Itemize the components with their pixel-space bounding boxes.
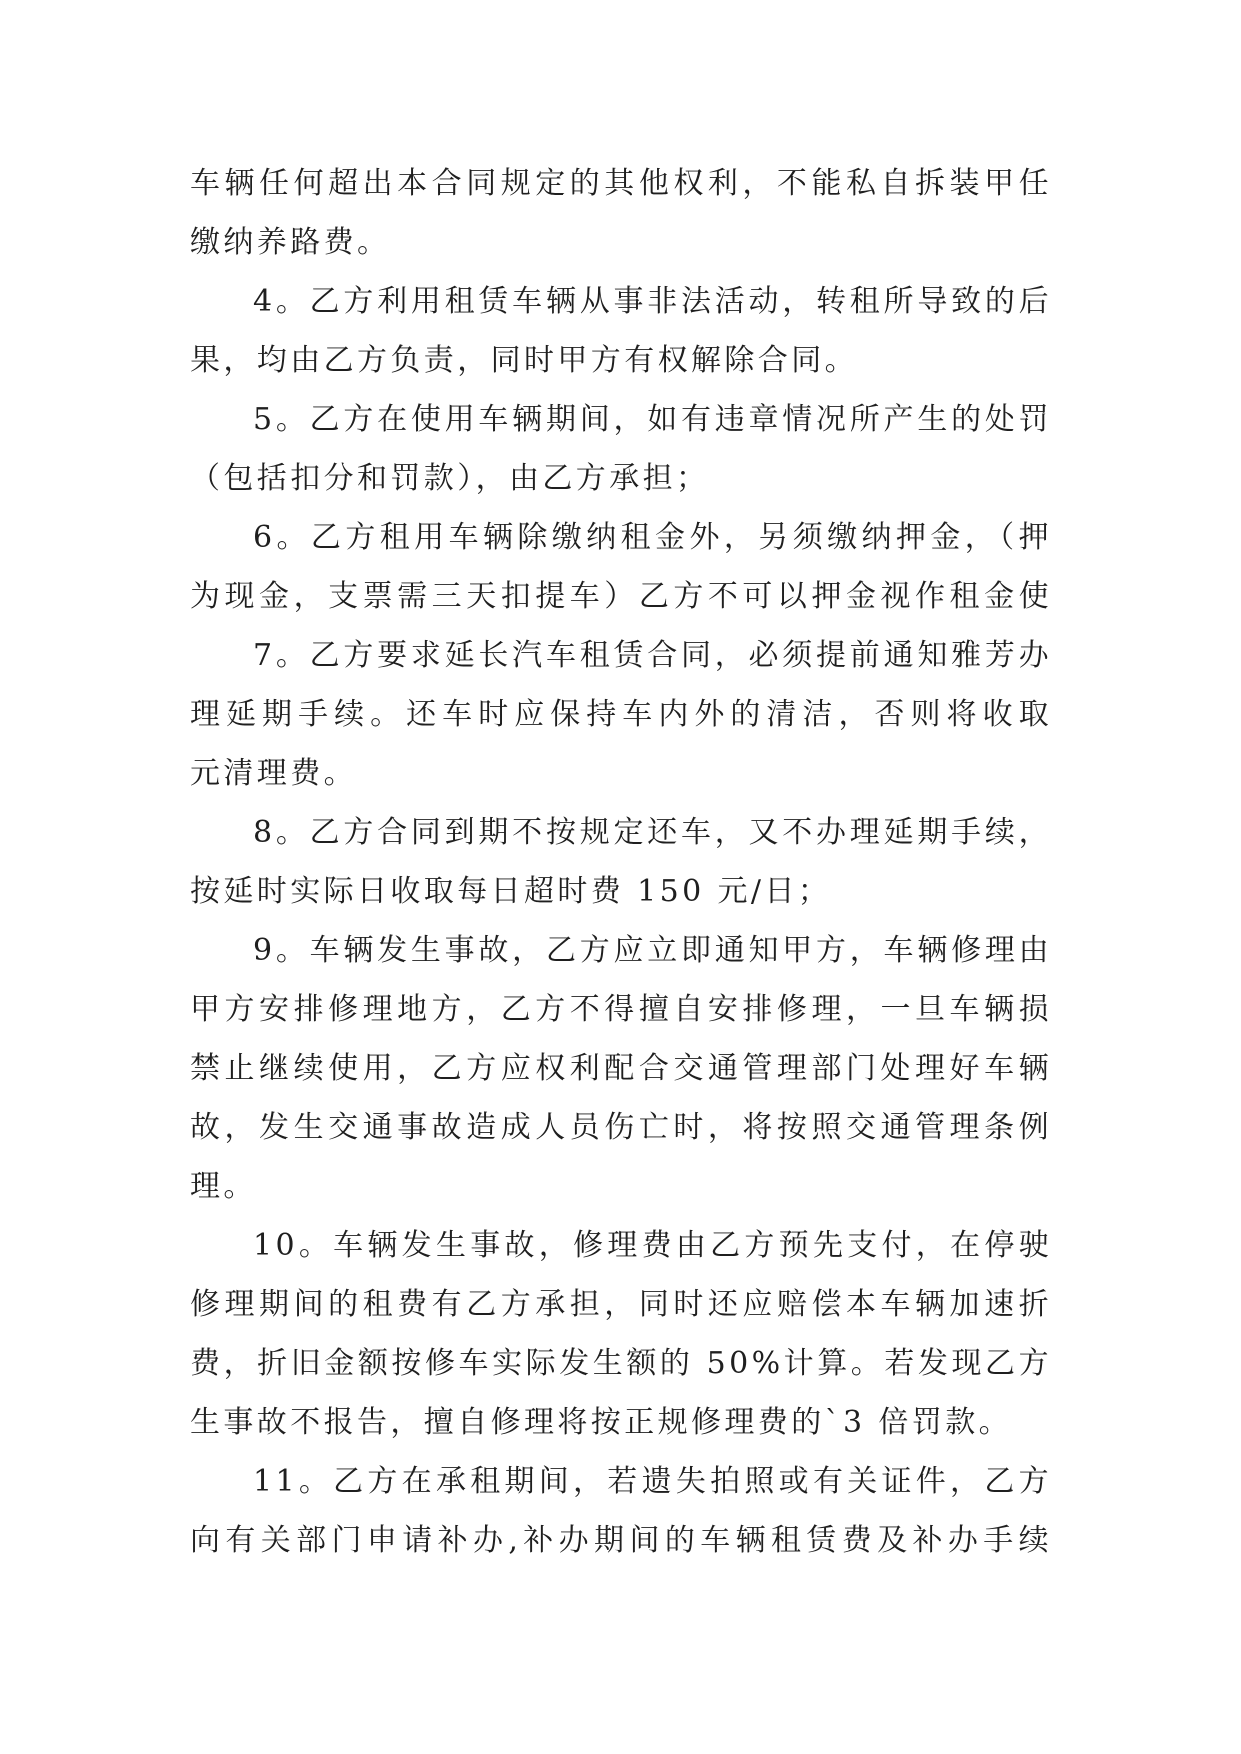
paragraph-continuation: [190, 154, 1052, 272]
paragraph-clause-8: [190, 803, 1052, 921]
text-line: 向有关部门申请补办,补办期间的车辆租赁费及补办手续: [190, 1523, 1052, 1558]
text-line: 9。车辆发生事故，乙方应立即通知甲方，车辆修理由: [253, 933, 1052, 968]
text-line: 5。乙方在使用车辆期间，如有违章情况所产生的处罚: [253, 402, 1052, 437]
paragraph-clause-5: [190, 390, 1052, 508]
text-line: 10。车辆发生事故，修理费由乙方预先支付，在停驶: [253, 1228, 1052, 1263]
text-line: 费，折旧金额按修车实际发生额的 50%计算。若发现乙方: [190, 1346, 1052, 1381]
contract-body: [190, 154, 1052, 1570]
text-line: 果，均由乙方负责，同时甲方有权解除合同。: [190, 343, 858, 378]
text-line: （包括扣分和罚款），由乙方承担；: [190, 461, 710, 496]
text-line: 禁止继续使用，乙方应权利配合交通管理部门处理好车辆: [190, 1051, 1052, 1086]
paragraph-clause-6: [190, 508, 1052, 626]
text-line: 8。乙方合同到期不按规定还车，又不办理延期手续，: [253, 815, 1052, 850]
paragraph-clause-4: [190, 272, 1052, 390]
text-line: 为现金，支票需三天扣提车）乙方不可以押金视作租金使: [190, 579, 1052, 614]
text-line: 11。乙方在承租期间，若遗失拍照或有关证件，乙方: [253, 1464, 1052, 1499]
text-line: 6。乙方租用车辆除缴纳租金外，另须缴纳押金，（押: [253, 520, 1052, 555]
text-line: 4。乙方利用租赁车辆从事非法活动，转租所导致的后: [253, 284, 1052, 319]
text-line: 故，发生交通事故造成人员伤亡时，将按照交通管理条例: [190, 1110, 1052, 1145]
text-line: 元清理费。: [190, 756, 357, 791]
paragraph-clause-11: [190, 1452, 1052, 1570]
text-line: 生事故不报告，擅自修理将按正规修理费的`3 倍罚款。: [190, 1405, 1013, 1440]
text-line: 理延期手续。还车时应保持车内外的清洁，否则将收取: [190, 697, 1052, 732]
paragraph-clause-7: [190, 626, 1052, 803]
text-line: 车辆任何超出本合同规定的其他权利，不能私自拆装甲任: [190, 166, 1052, 201]
paragraph-clause-9: [190, 921, 1052, 1216]
text-line: 按延时实际日收取每日超时费 150 元/日；: [190, 874, 832, 909]
text-line: 7。乙方要求延长汽车租赁合同，必须提前通知雅芳办: [253, 638, 1052, 673]
text-line: 甲方安排修理地方，乙方不得擅自安排修理，一旦车辆损: [190, 992, 1052, 1027]
paragraph-clause-10: [190, 1216, 1052, 1452]
text-line: 理。: [190, 1169, 257, 1204]
text-line: 修理期间的租费有乙方承担，同时还应赔偿本车辆加速折: [190, 1287, 1052, 1322]
text-line: 缴纳养路费。: [190, 225, 391, 260]
